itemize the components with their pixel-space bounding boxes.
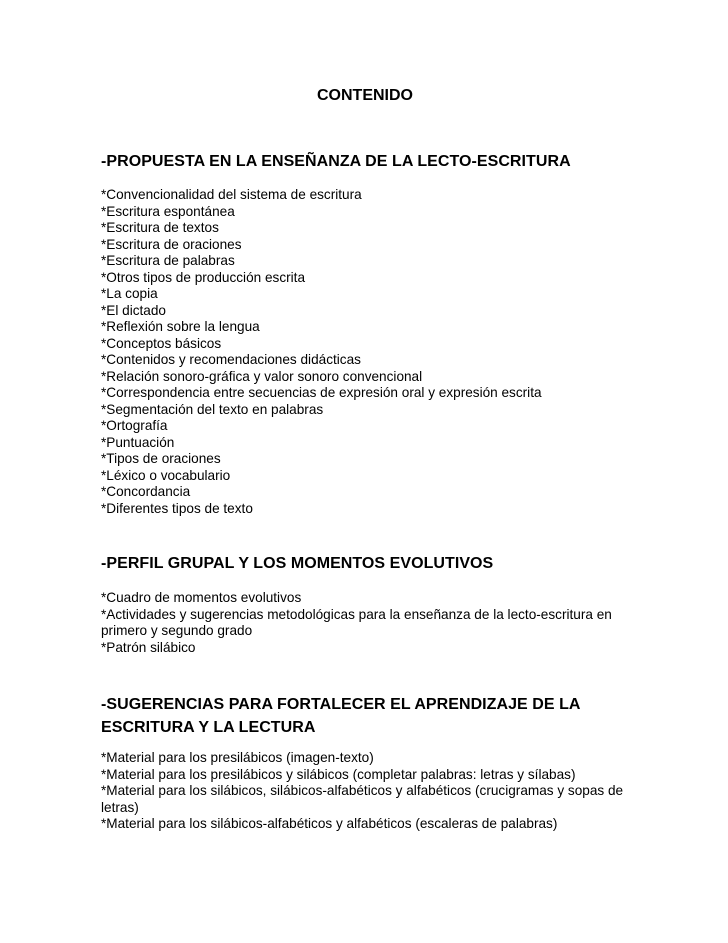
section-item-list [101, 187, 641, 517]
list-item: *Cuadro de momentos evolutivos [101, 590, 302, 605]
list-item: *Tipos de oraciones [101, 451, 221, 466]
list-item: *Escritura de palabras [101, 253, 235, 268]
list-item: *Relación sonoro-gráfica y valor sonoro convencional [101, 368, 423, 384]
list-item: *Patrón silábico [101, 639, 196, 655]
list-item: *La copia [101, 286, 158, 301]
list-item: *Actividades y sugerencias metodológicas para la enseñanza de la lecto-escritura en primero y segundo grado [101, 606, 612, 638]
list-item: *Convencionalidad del sistema de escritura [101, 187, 362, 202]
section-sugerencias [101, 693, 641, 833]
list-item: *Ortografía [101, 418, 168, 433]
section-heading: -SUGERENCIAS PARA FORTALECER EL APRENDIZAJE DE LA ESCRITURA Y LA LECTURA [101, 696, 580, 736]
list-item: *Concordancia [101, 484, 191, 499]
section-item-list [101, 590, 641, 656]
page-title: CONTENIDO [317, 87, 413, 104]
list-item: *Material para los silábicos-alfabéticos y alfabéticos (escaleras de palabras) [101, 816, 558, 831]
list-item: *Escritura de oraciones [101, 236, 242, 252]
list-item: *Material para los silábicos, silábicos-alfabéticos y alfabéticos (crucigramas y sopas de letras) [101, 783, 624, 815]
list-item: *Otros tipos de producción escrita [101, 269, 306, 285]
list-item: *Reflexión sobre la lengua [101, 319, 260, 334]
list-item: *Segmentación del texto en palabras [101, 401, 324, 417]
section-heading: -PROPUESTA EN LA ENSEÑANZA DE LA LECTO-ESCRITURA [101, 153, 571, 170]
list-item: *Correspondencia entre secuencias de expresión oral y expresión escrita [101, 385, 542, 400]
list-item: *Escritura espontánea [101, 203, 235, 219]
list-item: *Diferentes tipos de texto [101, 500, 253, 516]
list-item: *Conceptos básicos [101, 335, 222, 351]
list-item: *El dictado [101, 302, 166, 318]
list-item: *Escritura de textos [101, 220, 219, 235]
list-item: *Léxico o vocabulario [101, 467, 231, 483]
section-perfil-grupal [101, 552, 641, 656]
list-item: *Material para los presilábicos y silábicos (completar palabras: letras y sílabas) [101, 766, 576, 782]
section-propuesta [101, 150, 641, 517]
section-heading: -PERFIL GRUPAL Y LOS MOMENTOS EVOLUTIVOS [101, 555, 494, 572]
list-item: *Contenidos y recomendaciones didácticas [101, 352, 361, 367]
list-item: *Puntuación [101, 434, 175, 450]
section-item-list [101, 750, 641, 833]
list-item: *Material para los presilábicos (imagen-texto) [101, 750, 374, 765]
